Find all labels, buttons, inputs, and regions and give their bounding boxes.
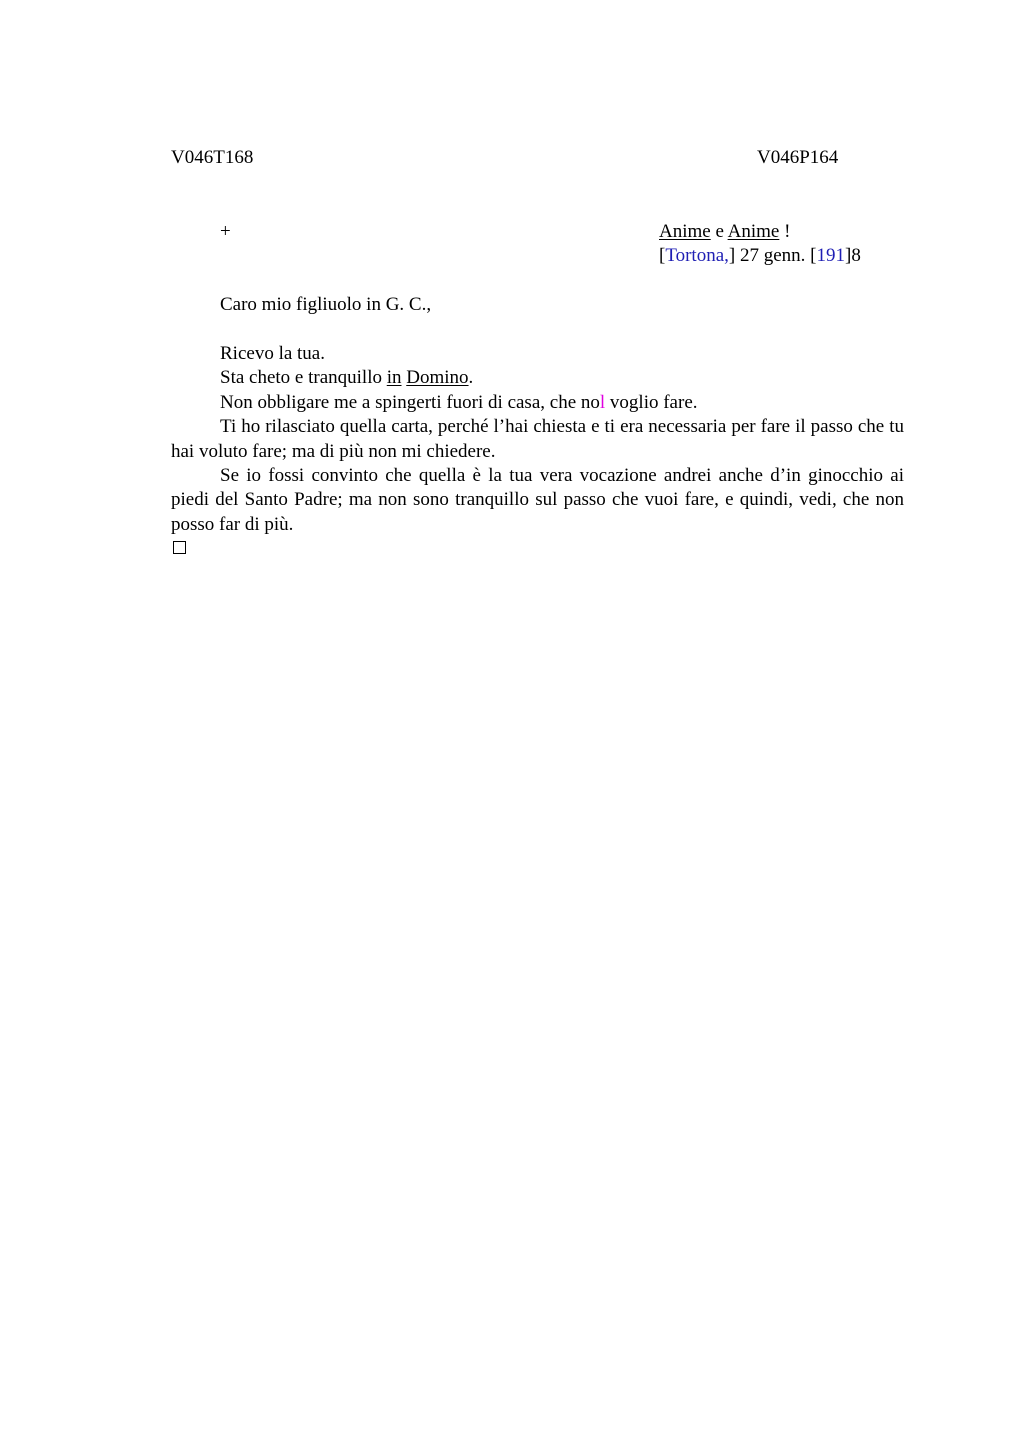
- body-paragraph-4: Ti ho rilasciato quella carta, perché l’hai chiesta e ti era necessaria per fare il passo che tu hai voluto fare; ma di più non mi chiedere.: [171, 416, 904, 462]
- body-line-3: [171, 391, 904, 415]
- letter-date: [659, 244, 861, 268]
- date-year-suffix: ]8: [845, 245, 861, 266]
- end-square-icon: [173, 541, 186, 554]
- date-bracket-open: [: [659, 245, 666, 266]
- body-paragraph-5: Se io fossi convinto che quella è la tua vera vocazione andrei anche d’in ginocchio ai piedi del Santo Padre; ma non sono tranquillo sul passo che vuoi fare, e quindi, vedi, che non posso far di più.: [171, 465, 904, 535]
- title-connector: e: [710, 221, 728, 242]
- salutation: Caro mio figliuolo in G. C.,: [220, 294, 432, 315]
- line3-text-b: voglio fare.: [605, 391, 698, 413]
- cross-mark: +: [220, 221, 231, 242]
- line3-editorial-l: l: [599, 391, 606, 413]
- document-code-left: V046T168: [171, 147, 254, 168]
- body-line-2: [171, 366, 904, 390]
- title-word-2: Anime: [727, 221, 780, 242]
- line2-in: in: [386, 367, 402, 389]
- title-exclamation: !: [779, 221, 791, 242]
- date-year-prefix: 191: [816, 245, 845, 266]
- document-code-right: V046P164: [757, 147, 839, 168]
- letter-title: [659, 220, 790, 244]
- body-line-1: Ricevo la tua.: [220, 343, 325, 364]
- date-day-month: ] 27 genn. [: [728, 245, 817, 266]
- date-place: Tortona,: [665, 245, 729, 266]
- line2-text: Sta cheto e tranquillo: [220, 367, 387, 389]
- title-word-1: Anime: [659, 221, 711, 242]
- letter-body: [171, 342, 904, 537]
- line2-period: .: [468, 367, 474, 389]
- line3-text-a: Non obbligare me a spingerti fuori di casa, che no: [220, 391, 600, 413]
- line2-domino: Domino: [406, 367, 469, 389]
